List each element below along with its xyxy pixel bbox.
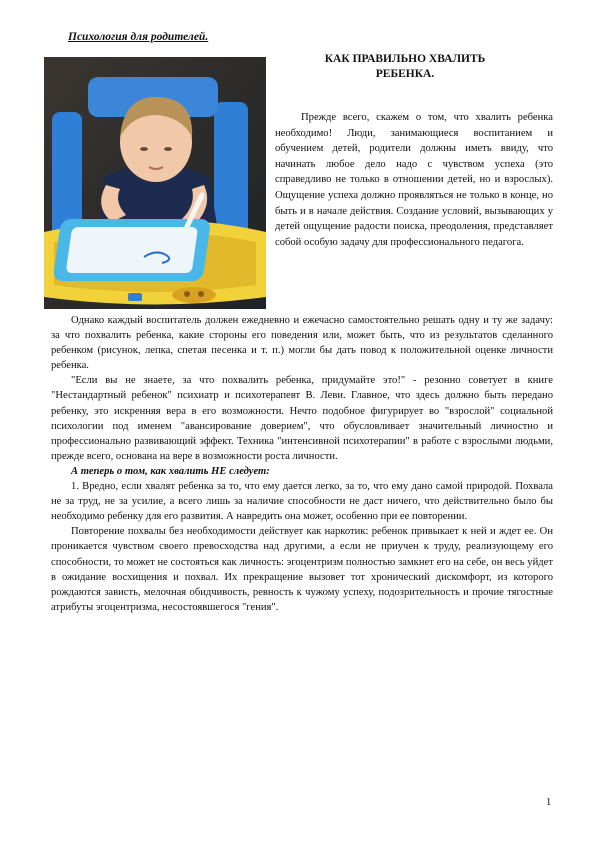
title-line-1: КАК ПРАВИЛЬНО ХВАЛИТЬ	[324, 53, 486, 65]
article-body	[51, 313, 553, 615]
page-number: 1	[546, 797, 552, 808]
article-title	[300, 52, 510, 82]
child-drawing-photo	[44, 57, 266, 309]
body-paragraph: 1. Вредно, если хвалят ребенка за то, что ему дается легко, за то, что ему дано самой природой. Похвала не за труд, не за усилие, а всего лишь за наличие способности не даст ничего, что действительно было бы необходимо ребенку для его развития. А навредить она может, особенно при ее повторении.	[51, 481, 553, 523]
photo-illustration	[44, 57, 266, 309]
body-paragraph: Повторение похвалы без необходимости действует как наркотик: ребенок привыкает к ней и ждет ее. Он проникается чувством своего превосходства над другими, а если не приучен к труду, реализующему его способности, то может не состояться как личность: эгоцентризм полностью замкнет его на себе, он весь уйдет в ожидание восхищения и похвал. Их прекращение вызовет тот хронический дискомфорт, из которого рождаются зависть, мелочная обидчивость, ревность к чужому успеху, подозрительность и прочие тягостные атрибуты эгоцентризма, несостоявшегося "гения".	[51, 526, 553, 613]
section-label: Психология для родителей.	[68, 31, 209, 43]
intro-paragraph: Прежде всего, скажем о том, что хвалить ребенка необходимо! Люди, занимающиеся воспитанием и обучением детей, родители должны иметь ввиду, что начинать любое дело надо с чувством успеха (это справедливо не только в отношении детей, но и взрослых). Ощущение успеха должно проявляться не только в конце, но быть и в начале действия. Создание условий, вызывающих у детей ощущение радости поиска, преодоления, представляет собой особую задачу для профессионального педагога.	[275, 112, 553, 248]
body-paragraph: "Если вы не знаете, за что похвалить ребенка, придумайте это!" - резонно советует в книге "Нестандартный ребенок" психиатр и психотерапевт В. Леви. Главное, что здесь должно быть передано ребенку, это искренняя вера в его возможности. Нечто подобное фигурирует во "взрослой" социальной психологии под именем "авансирование доверием", что обусловливает значительный личностно и профессионально развивающий эффект. Техника "интенсивной психотерапии" в работе с взрослыми людьми, прежде всего, основана на вере в возможности роста личности.	[51, 375, 553, 462]
subheading: А теперь о том, как хвалить НЕ следует:	[71, 465, 270, 477]
title-line-2: РЕБЕНКА.	[375, 68, 435, 80]
body-paragraph: Однако каждый воспитатель должен ежедневно и ежечасно самостоятельно решать одну и ту же задачу: за что похвалить ребенка, какие стороны его поведения или, может быть, что из результатов сделанного ребенком (рисунок, лепка, спетая песенка и т. п.) могли бы дать повод к положительной оценке личности ребенка.	[51, 315, 553, 372]
